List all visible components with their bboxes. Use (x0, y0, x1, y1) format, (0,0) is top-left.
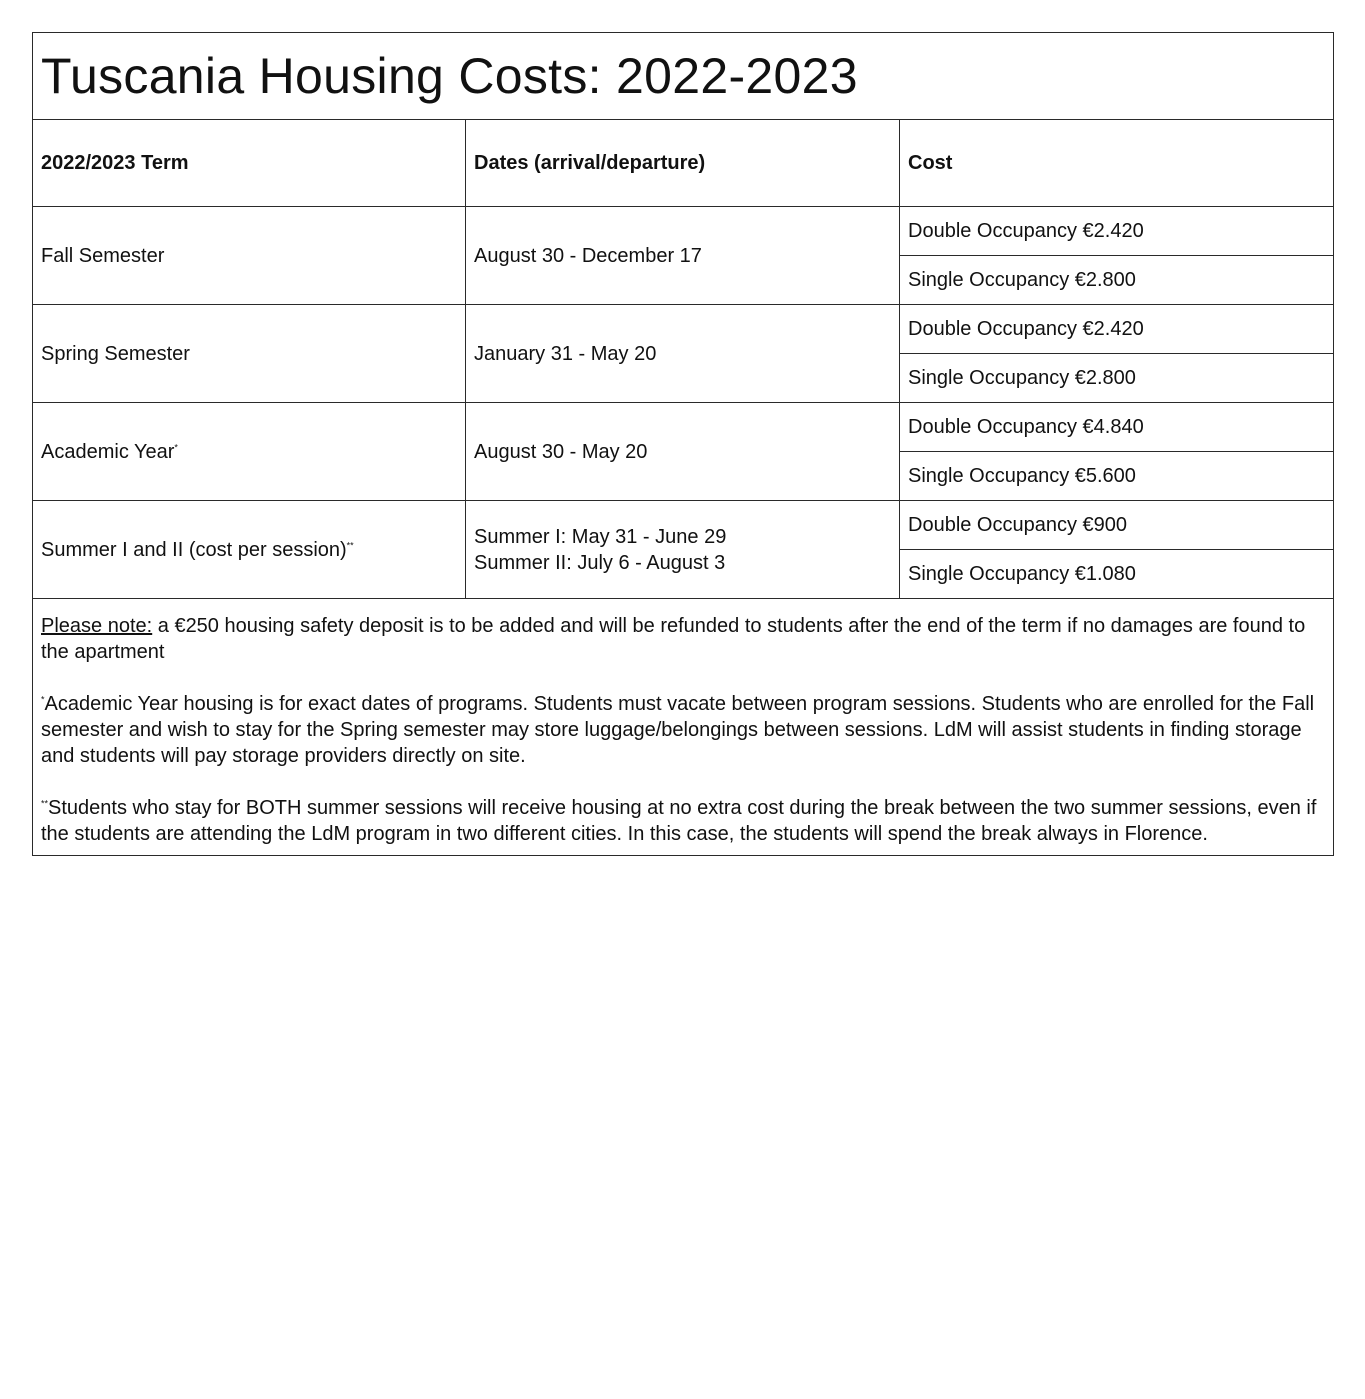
dates-line: August 30 - December 17 (474, 244, 702, 267)
dates-line: Summer I: May 31 - June 29 (474, 525, 727, 548)
table-row (33, 403, 1334, 452)
term-cell (33, 207, 466, 305)
dates-cell (466, 501, 900, 599)
double-occupancy-cost: Double Occupancy €2.420 (900, 305, 1334, 354)
term-cell (33, 403, 466, 501)
table-row (33, 207, 1334, 256)
single-occupancy-cost: Single Occupancy €2.800 (900, 256, 1334, 305)
table-row (33, 305, 1334, 354)
single-occupancy-cost: Single Occupancy €2.800 (900, 354, 1334, 403)
double-occupancy-cost: Double Occupancy €2.420 (900, 207, 1334, 256)
header-row (33, 120, 1334, 207)
footnote-mark: ** (41, 798, 49, 809)
dates-column-header: Dates (arrival/departure) (466, 120, 900, 207)
summer-footnote-text: Students who stay for BOTH summer sessions will receive housing at no extra cost during the break between the two summer sessions, even if the students are attending the LdM program in two different cities. In this case, the students will spend the break always in Florence. (41, 797, 1317, 845)
term-cell (33, 305, 466, 403)
dates-line: Summer II: July 6 - August 3 (474, 551, 726, 574)
dates-cell (466, 403, 900, 501)
housing-costs-table (32, 32, 1334, 856)
single-occupancy-cost: Single Occupancy €5.600 (900, 452, 1334, 501)
page-title: Tuscania Housing Costs: 2022-2023 (33, 33, 1334, 120)
academic-year-footnote-text: Academic Year housing is for exact dates of programs. Students must vacate between program sessions. Students who are enrolled for the Fall semester and wish to stay for the Spring semester may store luggage/belongings between sessions. LdM will assist students in finding storage and students will pay storage providers directly on site. (41, 693, 1315, 767)
term-column-header: 2022/2023 Term (33, 120, 466, 207)
term-label: Academic Year (41, 440, 175, 463)
double-occupancy-cost: Double Occupancy €900 (900, 501, 1334, 550)
dates-line: August 30 - May 20 (474, 440, 648, 463)
title-row (33, 33, 1334, 120)
footnote-mark: * (174, 441, 178, 452)
cost-column-header: Cost (900, 120, 1334, 207)
deposit-note-text: a €250 housing safety deposit is to be added and will be refunded to students after the end of the term if no damages are found to the apartment (41, 615, 1306, 663)
please-note-label: Please note: (41, 615, 153, 637)
single-occupancy-cost: Single Occupancy €1.080 (900, 550, 1334, 599)
table-row (33, 501, 1334, 550)
term-cell (33, 501, 466, 599)
summer-footnote (41, 795, 1325, 847)
academic-year-footnote (41, 691, 1325, 769)
term-label: Summer I and II (cost per session) (41, 538, 347, 561)
term-label: Fall Semester (41, 244, 165, 267)
footnote-mark: * (41, 694, 45, 705)
notes-cell (33, 599, 1334, 856)
dates-line: January 31 - May 20 (474, 342, 657, 365)
notes-row (33, 599, 1334, 856)
dates-cell (466, 207, 900, 305)
deposit-note (41, 613, 1325, 665)
dates-cell (466, 305, 900, 403)
double-occupancy-cost: Double Occupancy €4.840 (900, 403, 1334, 452)
term-label: Spring Semester (41, 342, 190, 365)
footnote-mark: ** (346, 539, 354, 550)
